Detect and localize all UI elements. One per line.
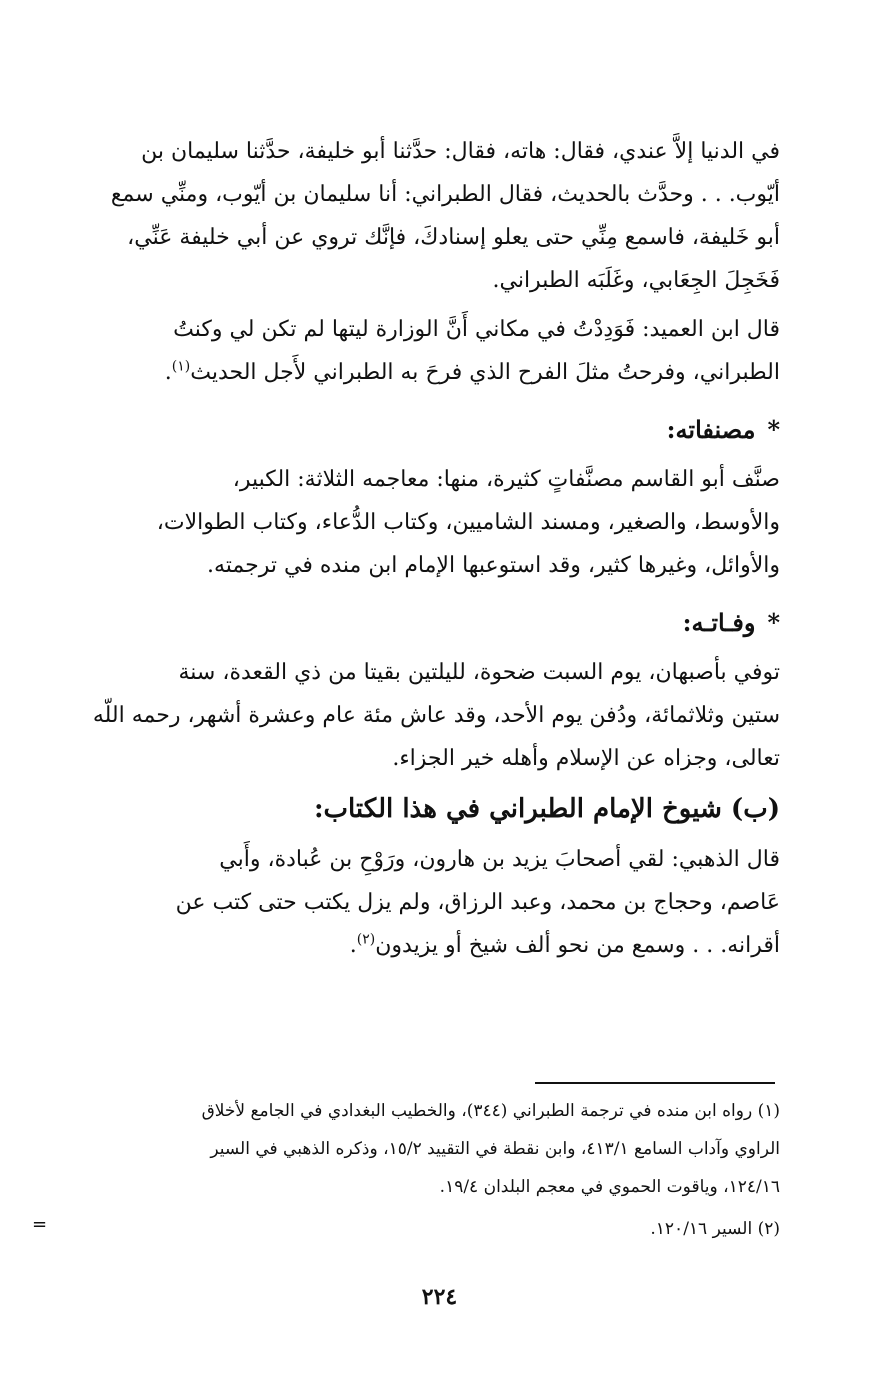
text-line: عَاصم، وحجاج بن محمد، وعبد الرزاق، ولم يزل يكتب حتى كتب عن xyxy=(175,890,780,915)
text-line: فَخَجِلَ الجِعَابي، وغَلَبَه الطبراني. xyxy=(492,268,780,293)
text-line: أبو خَليفة، فاسمع مِنِّي حتى يعلو إسنادكَ، فإنَّك تروي عن أبي خليفة عَنِّي، xyxy=(127,225,780,250)
text-line: تعالى، وجزاه عن الإسلام وأهله خير الجزاء. xyxy=(392,746,780,771)
footnote-separator xyxy=(535,1082,775,1084)
paragraph-5 xyxy=(50,838,780,967)
text-segment: . xyxy=(164,360,172,385)
footnote-line: ١٢٤/١٦، وياقوت الحموي في معجم البلدان ١٩/٤. xyxy=(439,1177,780,1197)
footnote-line: (١) رواه ابن منده في ترجمة الطبراني (٣٤٤)، والخطيب البغدادي في الجامع لأخلاق xyxy=(201,1101,780,1121)
footnote-ref-1[interactable]: (١) xyxy=(171,358,191,375)
text-segment: أقرانه. . . وسمع من نحو ألف شيخ أو يزيدون xyxy=(375,933,780,958)
text-line: والأوائل، وغيرها كثير، وقد استوعبها الإمام ابن منده في ترجمته. xyxy=(207,553,780,578)
section-title: مصنفاته: xyxy=(666,415,756,444)
text-line xyxy=(50,351,780,394)
paragraph-3 xyxy=(50,458,780,587)
star-marker: * xyxy=(767,415,780,444)
page-number: ٢٢٤ xyxy=(421,1284,458,1310)
paragraph-1 xyxy=(50,130,780,302)
text-segment: الطبراني، وفرحتُ مثلَ الفرح الذي فرحَ به الطبراني لأَجل الحديث xyxy=(190,360,780,385)
footnote-1 xyxy=(50,1092,780,1206)
text-line: صنَّف أبو القاسم مصنَّفاتٍ كثيرة، منها: معاجمه الثلاثة: الكبير، xyxy=(232,467,780,492)
footnote-line: (٢) السير ١٢٠/١٦. xyxy=(650,1219,780,1239)
footnote-line: الراوي وآداب السامع ٤١٣/١، وابن نقطة في التقييد ١٥/٢، وذكره الذهبي في السير xyxy=(210,1139,780,1159)
footnote-ref-2[interactable]: (٢) xyxy=(356,931,376,948)
footnotes-block xyxy=(50,1092,780,1248)
paragraph-2 xyxy=(50,308,780,394)
main-text-block xyxy=(50,130,780,967)
paragraph-4 xyxy=(50,651,780,780)
text-line: أيّوب. . . وحدَّث بالحديث، فقال الطبراني: أنا سليمان بن أيّوب، ومنِّي سمع xyxy=(110,182,780,207)
text-line: في الدنيا إلاَّ عندي، فقال: هاته، فقال: حدَّثنا أبو خليفة، حدَّثنا سليمان بن xyxy=(141,139,780,164)
text-segment: . xyxy=(349,933,357,958)
text-line: والأوسط، والصغير، ومسند الشاميين، وكتاب الدُّعاء، وكتاب الطوالات، xyxy=(156,510,780,535)
text-line: قال ابن العميد: فَوَدِدْتُ في مكاني أَنَّ الوزارة ليتها لم تكن لي وكنتُ xyxy=(173,317,780,342)
footnote-2 xyxy=(50,1210,780,1248)
margin-mark: = xyxy=(32,1214,48,1235)
section-heading-death xyxy=(50,601,780,645)
text-line xyxy=(50,924,780,967)
text-line: ستين وثلاثمائة، ودُفن يوم الأحد، وقد عاش مئة عام وعشرة أشهر، رحمه اللّه xyxy=(92,703,780,728)
section-title: وفـاتـه: xyxy=(682,608,756,637)
star-marker: * xyxy=(767,608,780,637)
text-line: توفي بأصبهان، يوم السبت ضحوة، لليلتين بقيتا من ذي القعدة، سنة xyxy=(178,660,780,685)
text-line: قال الذهبي: لقي أصحابَ يزيد بن هارون، ورَوْحِ بن عُبادة، وأَبي xyxy=(219,847,780,872)
section-heading-teachers: (ب) شيوخ الإمام الطبراني في هذا الكتاب: xyxy=(313,794,780,824)
section-heading-works xyxy=(50,408,780,452)
